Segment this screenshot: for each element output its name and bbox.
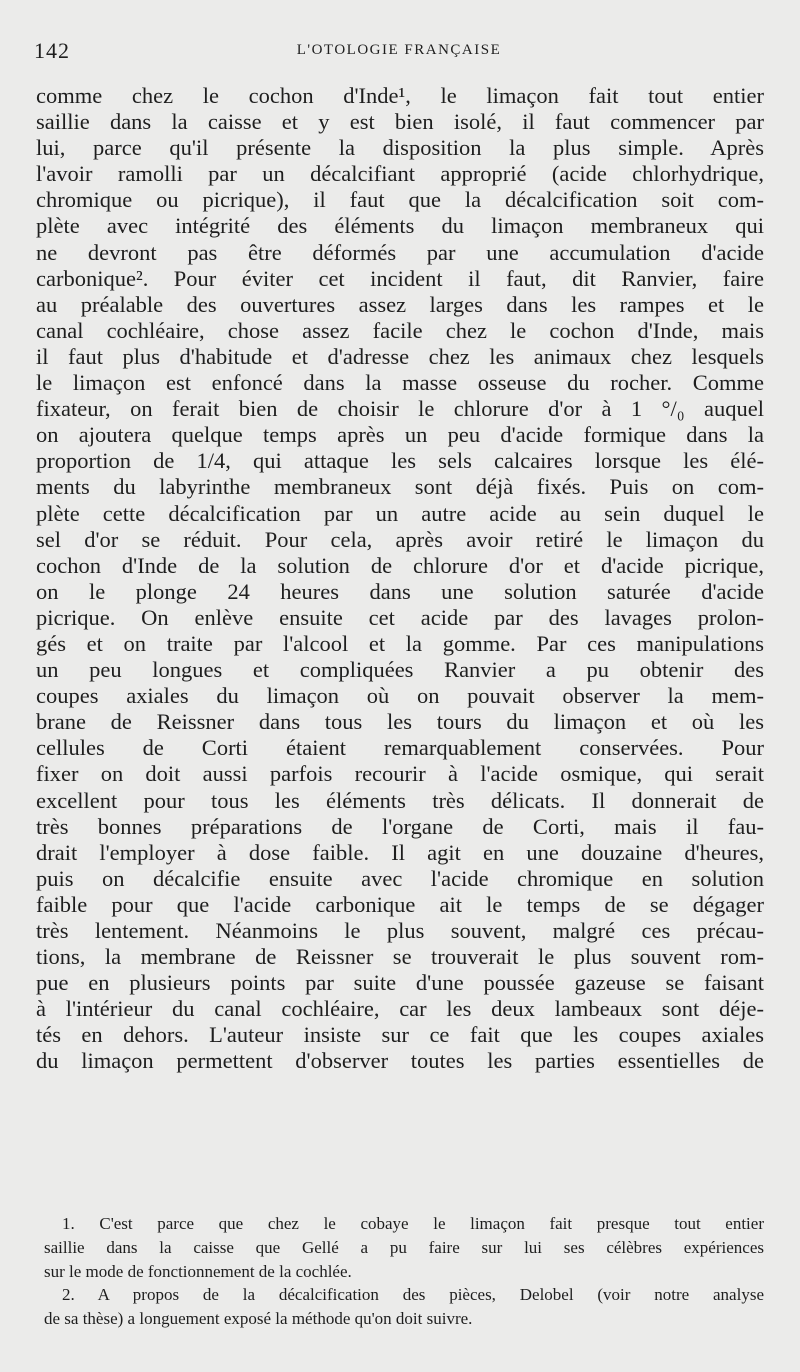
text-line: chromique ou picrique), il faut que la décalcification soit com- <box>36 187 764 213</box>
footnote-2 <box>44 1283 764 1331</box>
text-line: tés en dehors. L'auteur insiste sur ce fait que les coupes axiales <box>36 1022 764 1048</box>
footnote-line: saillie dans la caisse que Gellé a pu faire sur lui ses célèbres expériences <box>44 1237 764 1257</box>
page-header <box>32 38 766 68</box>
text-line: du limaçon permettent d'observer toutes les parties essentielles de <box>36 1048 764 1074</box>
text-line: plète avec intégrité des éléments du limaçon membraneux qui <box>36 213 764 239</box>
text-line: ne devront pas être déformés par une accumulation d'acide <box>36 239 764 265</box>
text-line: saillie dans la caisse et y est bien isolé, il faut commencer par <box>36 109 764 135</box>
text-line: tions, la membrane de Reissner se trouverait le plus souvent rom- <box>36 944 764 970</box>
text-line: ments du labyrinthe membraneux sont déjà fixés. Puis on com- <box>36 474 764 500</box>
text-line: drait l'employer à dose faible. Il agit en une douzaine d'heures, <box>36 839 764 865</box>
text-line: pue en plusieurs points par suite d'une poussée gazeuse se faisant <box>36 970 764 996</box>
footnotes <box>44 1212 764 1331</box>
text-line: coupes axiales du limaçon où on pouvait observer la mem- <box>36 683 764 709</box>
running-head: L'OTOLOGIE FRANÇAISE <box>296 42 502 58</box>
text-line: canal cochléaire, chose assez facile chez le cochon d'Inde, mais <box>36 317 764 343</box>
footnote-1 <box>44 1212 764 1283</box>
text-line: cochon d'Inde de la solution de chlorure d'or et d'acide picrique, <box>36 552 764 578</box>
footnote-line: sur le mode de fonctionnement de la cochlée. <box>44 1261 352 1281</box>
text-line: puis on décalcifie ensuite avec l'acide chromique en solution <box>36 865 764 891</box>
footnote-line: de sa thèse) a longuement exposé la méthode qu'on doit suivre. <box>44 1309 473 1329</box>
body-text <box>36 83 764 1075</box>
text-line: carbonique². Pour éviter cet incident il faut, dit Ranvier, faire <box>36 265 764 291</box>
text-line: le limaçon est enfoncé dans la masse osseuse du rocher. Comme <box>36 370 764 396</box>
text-line: fixer on doit aussi parfois recourir à l'acide osmique, qui serait <box>36 761 764 787</box>
text-line: cellules de Corti étaient remarquablement conservées. Pour <box>36 735 764 761</box>
text-line: il faut plus d'habitude et d'adresse chez les animaux chez lesquels <box>36 343 764 369</box>
text-line: on ajoutera quelque temps après un peu d'acide formique dans la <box>36 422 764 448</box>
text-line: au préalable des ouvertures assez larges dans les rampes et le <box>36 291 764 317</box>
text-line: fixateur, on ferait bien de choisir le chlorure d'or à 1 °/₀ auquel <box>36 396 764 422</box>
text-line: un peu longues et compliquées Ranvier a pu obtenir des <box>36 657 764 683</box>
text-line: très bonnes préparations de l'organe de Corti, mais il fau- <box>36 813 764 839</box>
text-line: picrique. On enlève ensuite cet acide par des lavages prolon- <box>36 604 764 630</box>
text-line: on le plonge 24 heures dans une solution saturée d'acide <box>36 578 764 604</box>
text-line: lui, parce qu'il présente la disposition la plus simple. Après <box>36 135 764 161</box>
footnote-line: 2. A propos de la décalcification des pièces, Delobel (voir notre analyse <box>62 1285 764 1305</box>
text-line: gés et on traite par l'alcool et la gomme. Par ces manipulations <box>36 630 764 656</box>
text-line: plète cette décalcification par un autre acide au sein duquel le <box>36 500 764 526</box>
text-line: brane de Reissner dans tous les tours du limaçon et où les <box>36 709 764 735</box>
text-line: sel d'or se réduit. Pour cela, après avoir retiré le limaçon du <box>36 526 764 552</box>
page-number: 142 <box>34 38 70 63</box>
text-line: comme chez le cochon d'Inde¹, le limaçon fait tout entier <box>36 83 764 108</box>
text-line: proportion de 1/4, qui attaque les sels calcaires lorsque les élé- <box>36 448 764 474</box>
footnote-line: 1. C'est parce que chez le cobaye le limaçon fait presque tout entier <box>62 1214 764 1233</box>
text-line: faible pour que l'acide carbonique ait le temps de se dégager <box>36 891 764 917</box>
text-line: excellent pour tous les éléments très délicats. Il donnerait de <box>36 787 764 813</box>
text-line: à l'intérieur du canal cochléaire, car les deux lambeaux sont déje- <box>36 996 764 1022</box>
text-line: l'avoir ramolli par un décalcifiant approprié (acide chlorhydrique, <box>36 161 764 187</box>
text-line: très lentement. Néanmoins le plus souvent, malgré ces précau- <box>36 918 764 943</box>
